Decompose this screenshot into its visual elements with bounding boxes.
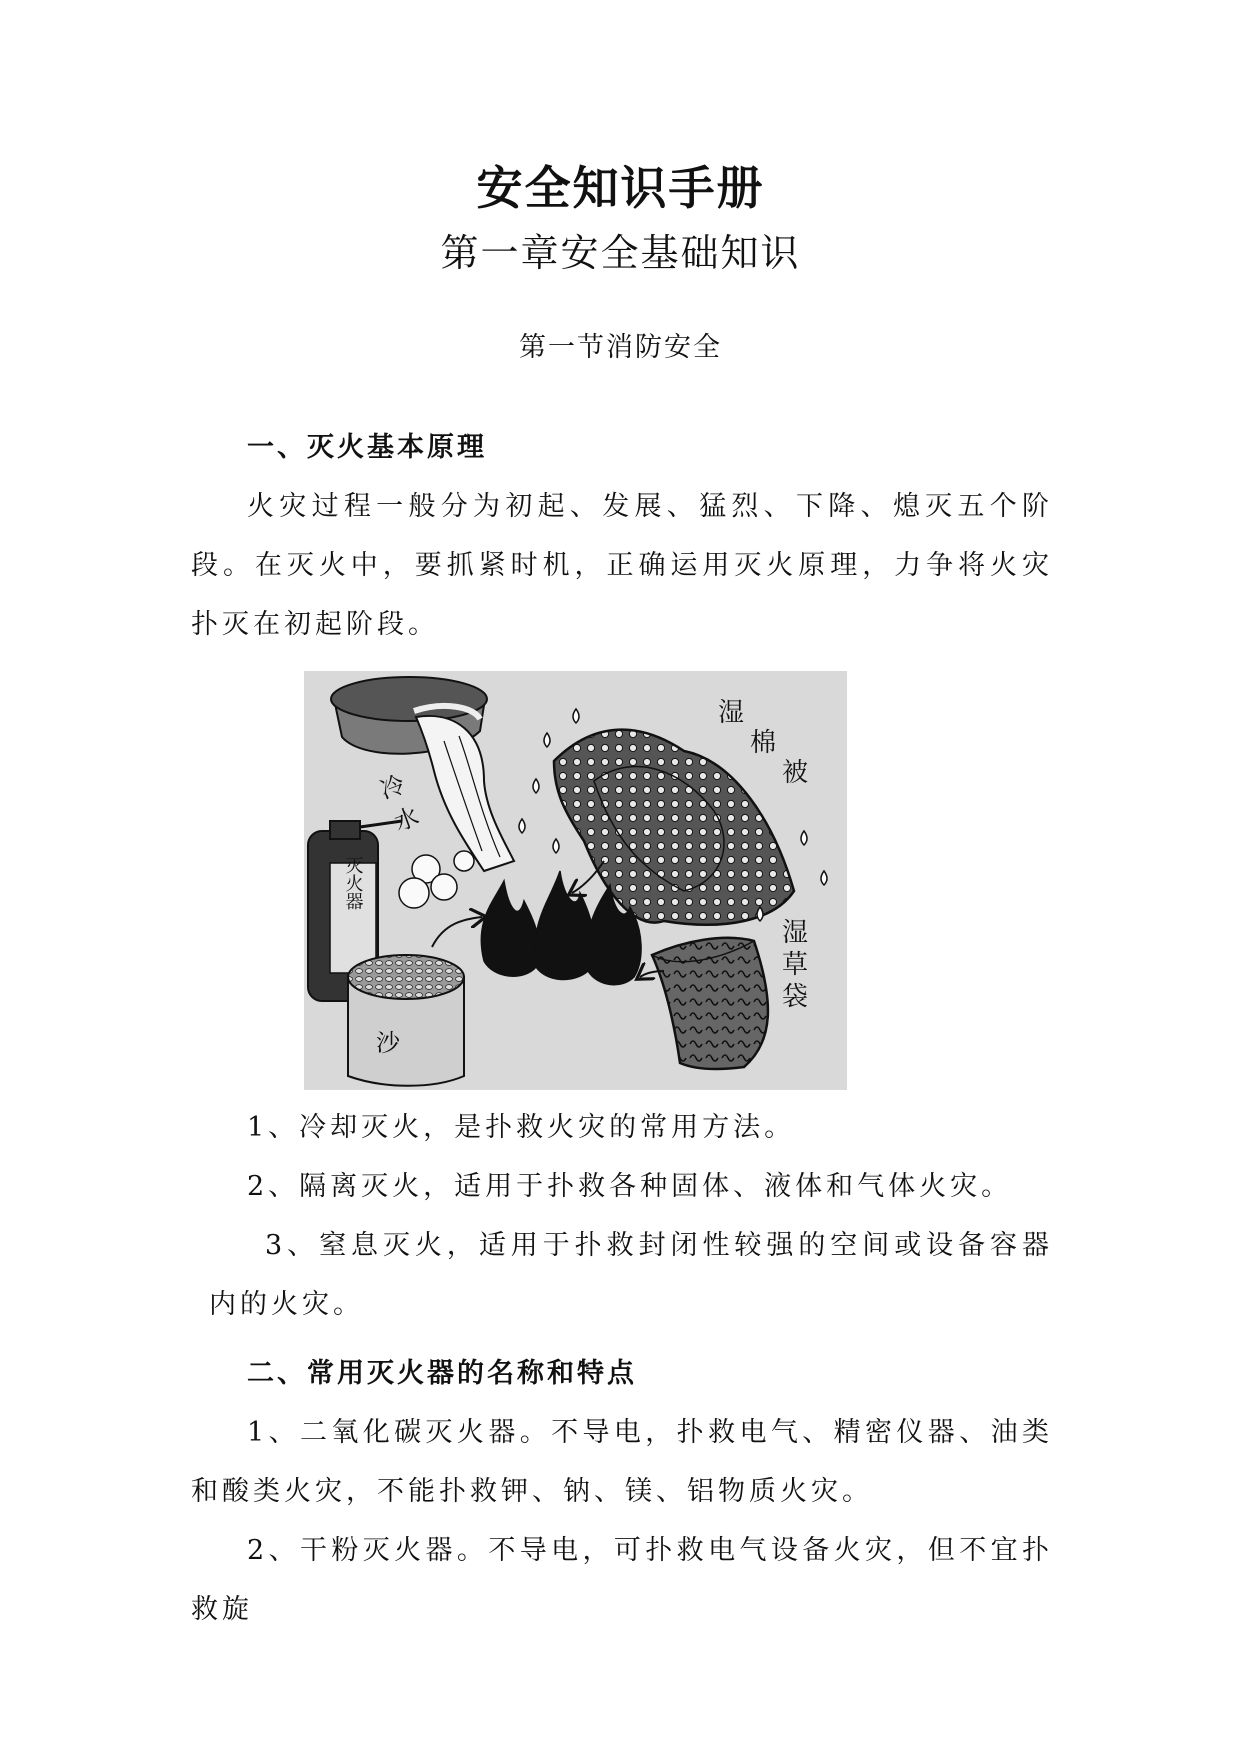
- sand-label: 沙: [376, 1029, 400, 1057]
- part1-item-2: 2、隔离灭火，适用于扑救各种固体、液体和气体火灾。: [247, 1171, 1013, 1202]
- poured-water: [416, 716, 514, 871]
- sand-bucket: [348, 955, 464, 1086]
- wet-quilt-label-2: 棉: [750, 728, 777, 758]
- section-title: 第一节消防安全: [519, 332, 722, 363]
- part2-item-2: 2、干粉灭火器。不导电，可扑救电气设备火灾，但不宜扑救旋: [191, 1535, 1053, 1625]
- part1-item-1: 1、冷却灭火，是扑救火灾的常用方法。: [247, 1112, 796, 1143]
- cold-water-label-2: 水: [390, 802, 423, 837]
- part1-heading: 一、灭火基本原理: [247, 432, 487, 463]
- fire-extinguishing-illustration: [304, 671, 847, 1090]
- part1-item-3: 3、窒息灭火，适用于扑救封闭性较强的空间或设备容器内的火灾。: [209, 1230, 1053, 1320]
- wet-quilt-label-1: 湿: [718, 698, 745, 728]
- wet-straw-bag-label-3: 袋: [782, 982, 809, 1012]
- extinguisher-label: 灭火器: [342, 856, 364, 910]
- sand-arrow: [432, 917, 482, 947]
- part2-heading: 二、常用灭火器的名称和特点: [247, 1358, 637, 1389]
- wet-straw-bag-label-1: 湿: [782, 918, 809, 948]
- wet-quilt-label-3: 被: [782, 758, 809, 788]
- wet-quilt: [554, 730, 794, 925]
- part1-intro-paragraph: 火灾过程一般分为初起、发展、猛烈、下降、熄灭五个阶段。在灭火中，要抓紧时机，正确运用灭火原理，力争将火灾扑灭在初起阶段。: [191, 491, 1053, 640]
- water-splash: [399, 851, 474, 908]
- wet-straw-bag-label-2: 草: [782, 950, 809, 980]
- part2-item-1: 1、二氧化碳灭火器。不导电，扑救电气、精密仪器、油类和酸类火灾，不能扑救钾、钠、镁、铝物质火灾。: [191, 1417, 1053, 1507]
- chapter-title: 第一章安全基础知识: [440, 231, 801, 275]
- cold-water-label-1: 冷: [376, 770, 409, 805]
- wet-straw-bag: [652, 938, 768, 1069]
- page-title: 安全知识手册: [476, 161, 765, 215]
